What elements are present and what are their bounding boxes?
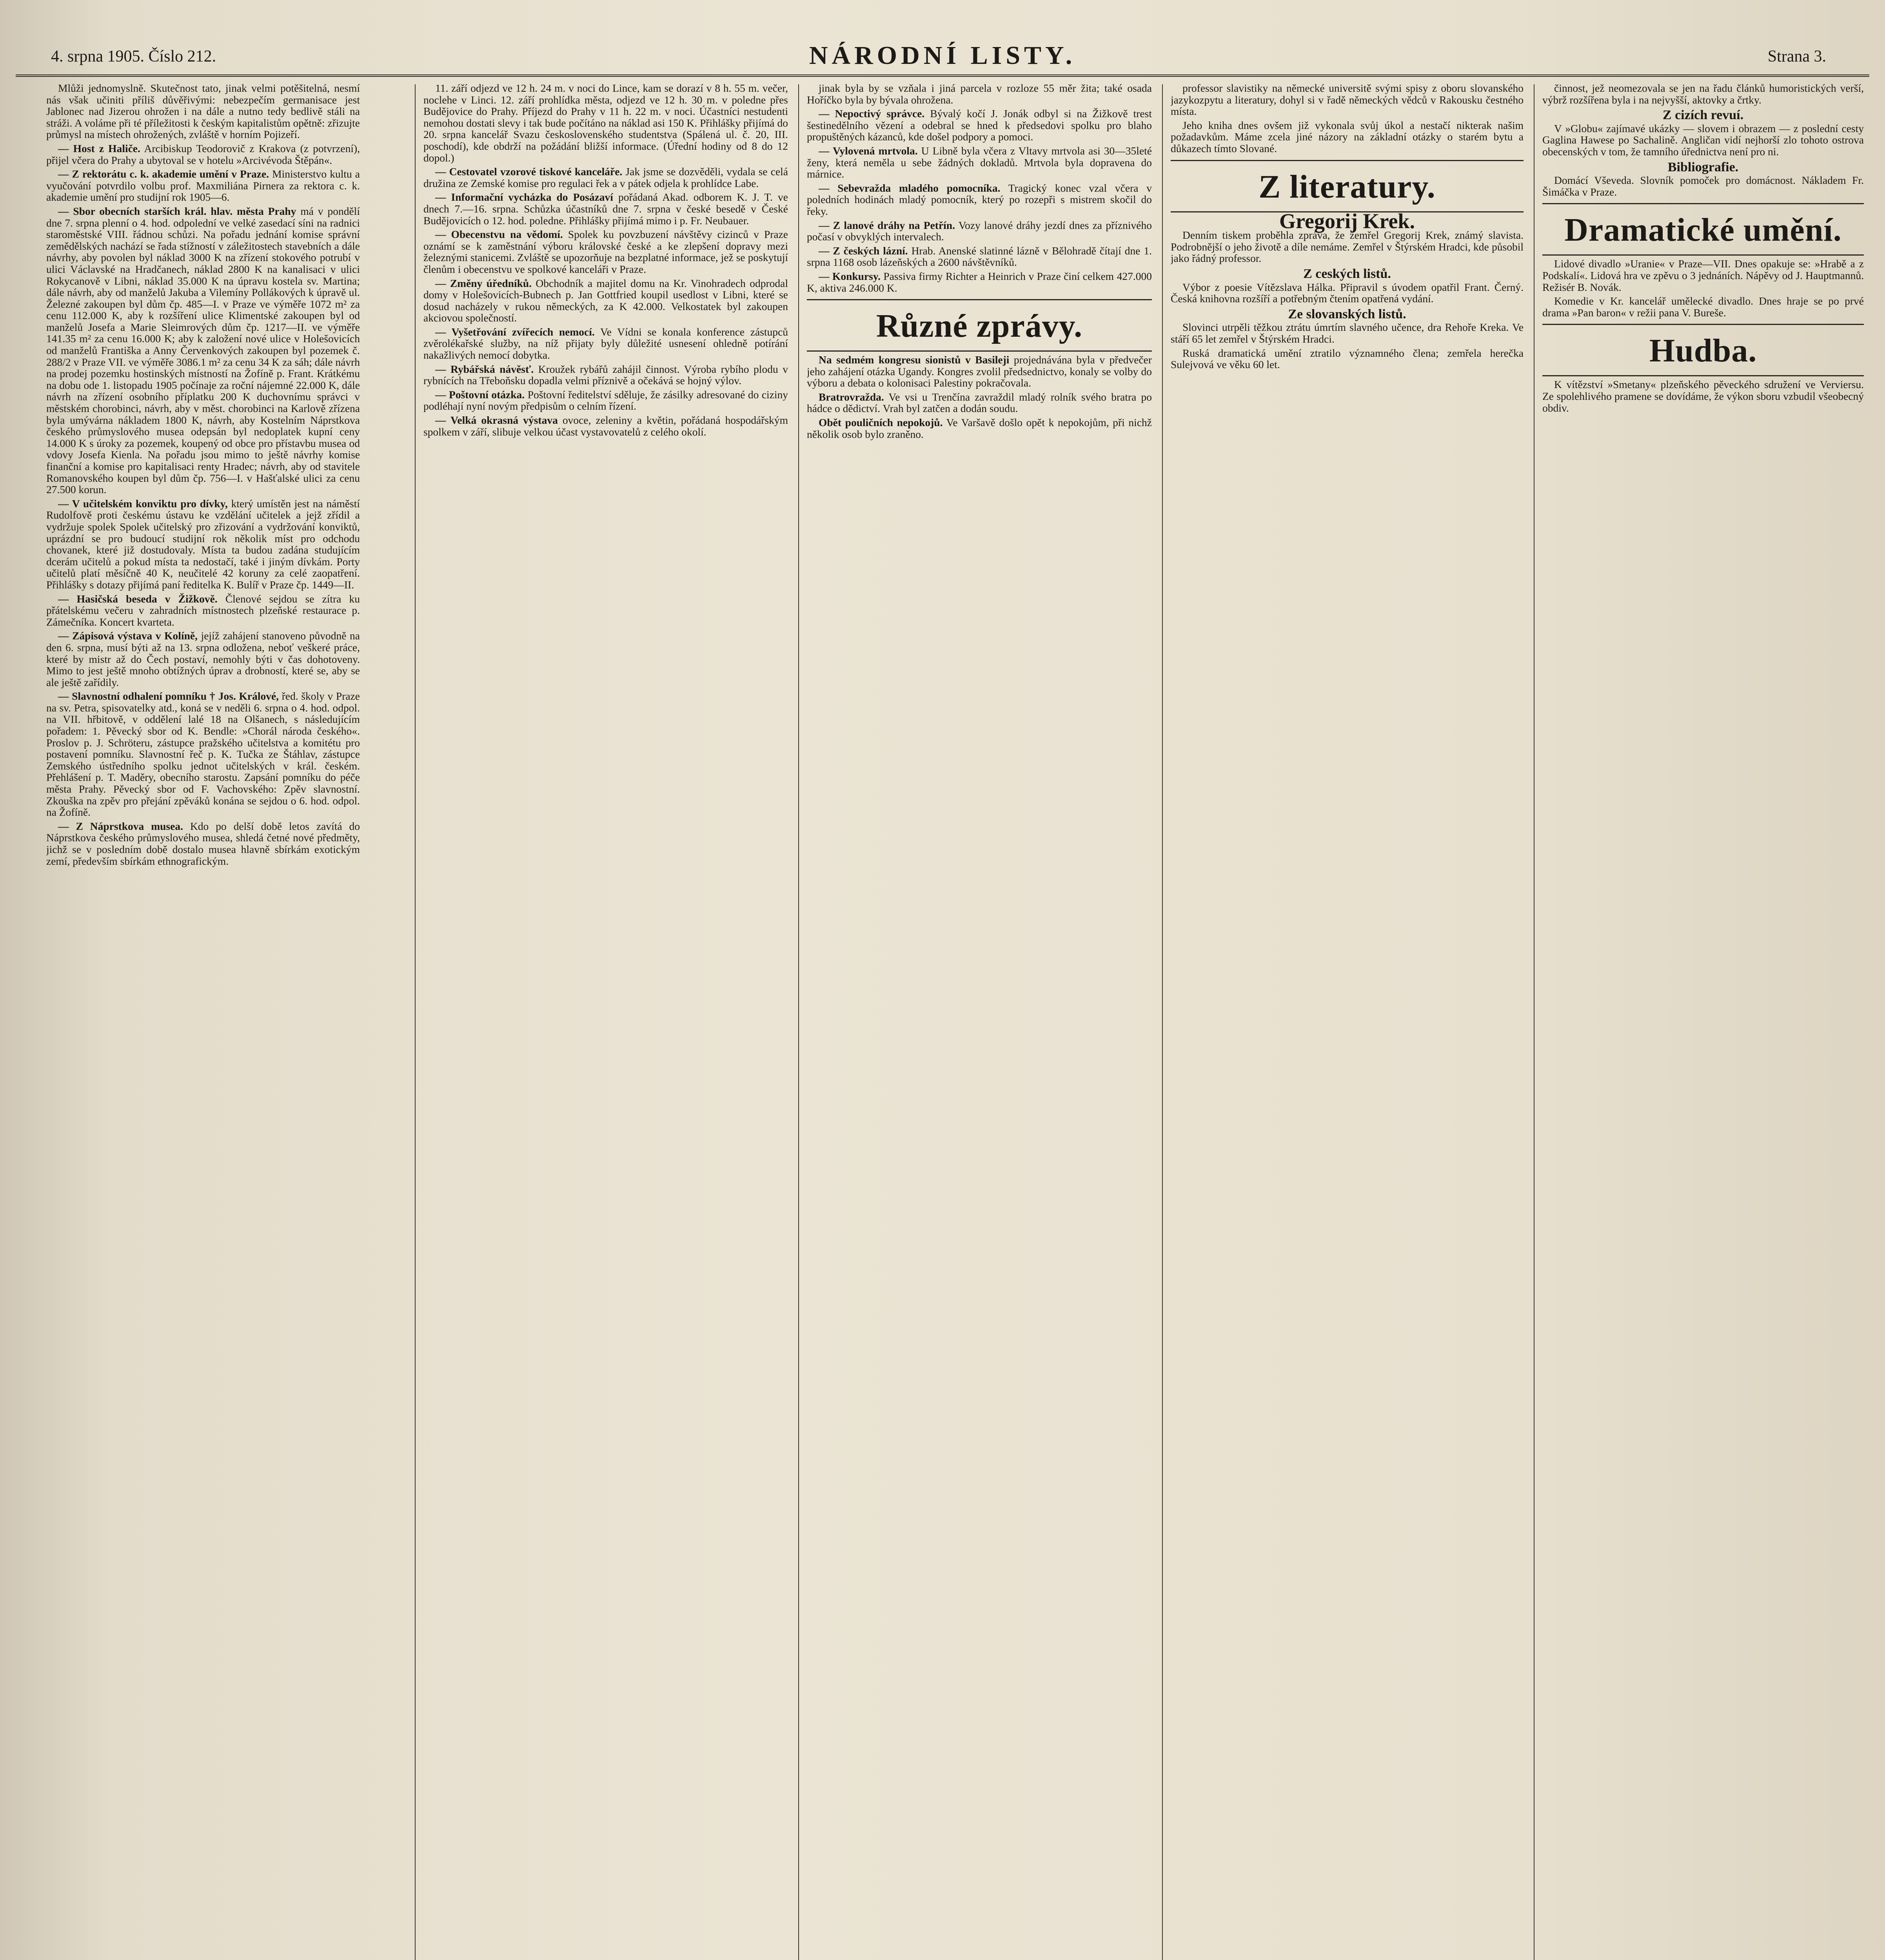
item-text: Spolek ku povzbuzení návštěvy cizinců v Praze oznámí se k zaměstnání výboru královské české a ke zlepšení dopravy mezi železnými stanicemi. Zvláště se upozorňuje na bezplatné informace, jež se poskytují členům i obecenstvu ve spolkové kanceláři v Praze. [423, 228, 788, 275]
news-item [423, 363, 788, 387]
item-text: jejíž zahájení stanoveno původně na den 6. srpna, musí býti až na 13. srpna odložena, neboť veškeré práce, které by mistr až do Čech postaví, nemohly býti v čas dohotoveny. Mimo to jest ještě mnoho obtížných úprav a drobností, které se, aby se ale ještě zařídily. [46, 630, 360, 688]
item-heading: — Poštovní otázka. [435, 388, 525, 401]
paragraph: Komedie v Kr. kancelář umělecké divadlo. Dnes hraje se po prvé drama »Pan baron« v režii pana V. Bureše. [1542, 295, 1864, 319]
item-text: řed. školy v Praze na sv. Petra, spisovatelky atd., koná se v neděli 6. srpna o 4. hod. odpol. na VII. hřbitově, v oddělení lalé 18 na Olšanech, s následujícím pořadem: 1. Pěvecký sbor od K. Bendle: »Chorál národa českého«. Proslov p. J. Schröteru, zástupce pražského učitelstva a komitétu pro postavení pomníku. Slavnostní řeč p. K. Tučka ze Štáhlav, zástupce Zemského ústředního spolku jednot učitelských v král. českém. Přehlášení p. T. Maděry, obecního starostu. Zapsání pomníku do péče města Prahy. Pěvecký sbor od F. Vachovského: Zpěv slavnostní. Zkouška na zpěv pro přejání zpěváků konána se sejdou o 6. hod. odpol. na Žofíně. [46, 690, 360, 818]
news-item [807, 220, 1152, 243]
item-heading: — Z rektorátu c. k. akademie umění v Praze. [58, 168, 269, 180]
item-text: Hrab. Anenské slatinné lázně v Bělohradě čítají dne 1. srpna 1168 osob lázeňských a 2600 návštěvníků. [807, 244, 1152, 269]
item-heading: — Změny úředníků. [435, 277, 532, 289]
subsection-heading: Z cizích revuí. [1662, 108, 1744, 123]
item-text: Ve vsi u Trenčína zavraždil mladý rolník svého bratra po hádce o dědictví. Vrah byl zatčen a dodán soudu. [807, 390, 1152, 415]
item-heading: — Nepoctivý správce. [819, 107, 925, 120]
column-5 [1542, 82, 1864, 1960]
item-text: který umístěn jest na náměstí Rudolfově proti českému ústavu ke vzdělání učitelek a jejž zřídil a vydržuje spolek Spolek učitelský pro zřizování a vydržování konviktů, uprázdní se pro budoucí studijní rok několik míst pro odchodu chovanek, které již dostudovaly. Místa ta budou zadána studujícím dcerám učitelů a pokud místa ta nedostačí, také i jiným dívkám. Porty učitelů platí měsíčně 40 K, neučitelé 42 koruny za celé zaopatření. Přihlášky s dotazy přijímá paní ředitelka K. Bulíř v Praze čp. 1449—II. [46, 497, 360, 591]
section-rule [1542, 254, 1864, 256]
column-2 [423, 82, 788, 1960]
paragraph: činnost, jež neomezovala se jen na řadu článků humoristických verší, výbrž rozšířena byla i na nejvyšší, aktovky a črtky. [1542, 82, 1864, 106]
item-text: Tragický konec vzal včera v poledních hodinách mladý pomocník, který po rozepři s mistrem skočil do řeky. [807, 181, 1152, 217]
news-item [423, 414, 788, 437]
section-rule [807, 350, 1152, 352]
item-heading: Obět pouličních nepokojů. [819, 416, 943, 429]
item-text: má v pondělí dne 7. srpna plenní o 4. hod. odpolední ve velké zasedací síni na radnici staroměstské VIII. řádnou schůzi. Na pořadu jednání komise správní zemědělských nachází se řada stížností v záležitostech stavebních a dále návrhy, aby povolen byl náklad 3000 K na zřízení stokového potrubí v ulici Václavské na Hradčanech, náklad 2800 K na kanalisaci v ulici Rokycanově v Libni, náklad 35.000 K na úpravu kostela sv. Martina; dále návrh, aby od manželů Jakuba a Vilemíny Pollákových k úpravě ul. Železné zakoupen byl dům čp. 485—I. v Praze ve výměře 1072 m² za cenu 112.000 K, aby k rozšíření ulice Klimentské zakoupen byl od manželů Josefa a Marie Sleimrových dům čp. 1217—II. ve výměře 141.35 m² za cenu 16.000 K; aby k založení nové ulice v Holešovicích od manželů Františka a Anny Červenkových zakoupen byl pozemek č. 288/2 v Praze VII. ve výměře 3086.1 m² za cenu 34 K za sáh; dále návrh na prodej pozemku hostinských místností na Žofíně p. Frant. Krátkému na dobu ode 1. listopadu 1905 počínaje za roční nájemné 22.000 K, dále návrh na zřízení osobního příplatku 200 K duchovnímu správci v městském chorobinci, návrh, aby v měst. chorobinci na Karlově zřízena byla umývárna nákladem 1800 K, návrh, aby Kostelním Náprstkova českého průmyslového musea odepsán byl nedoplatek kupní ceny 14.000 K s úroky za pozemek, koupený od obce pro přístavbu musea od vdovy Josefa Kienla. Na pořadu jsou mimo to ještě návrhy komise finanční a komise pro kapitalisaci renty Hradec; návrh, aby od stavitele Romanovského koupen byl dům čp. 756—I. v Hašťalské ulici za cenu 27.500 korun. [46, 205, 360, 496]
item-heading: — Obecenstvu na vědomí. [435, 228, 563, 241]
paragraph: Lidové divadlo »Uranie« v Praze—VII. Dnes opakuje se: »Hrabě a z Podskalí«. Lidová hra ve zpěvu o 3 jednáních. Nápěvy od J. Hauptmannů. Režisér B. Novák. [1542, 258, 1864, 293]
item-heading: — Velká okrasná výstava [435, 414, 558, 426]
item-text: Kroužek rybářů zahájil činnost. Výroba rybího plodu v rybnících na Třeboňsku dopadla velmi příznivě a očekává se hojný výlov. [423, 363, 788, 387]
item-text: pořádaná Akad. odborem K. J. T. ve dnech 7.—16. srpna. Schůzka účastníků dne 7. srpna v české besedě v České Budějovicích o 12. hod. poledne. Přihlášky přijímá mimo i p. Fr. Neubauer. [423, 191, 788, 227]
paragraph: Slovinci utrpěli těžkou ztrátu úmrtím slavného učence, dra Rehoře Kreka. Ve stáří 65 let zemřel v Štýrském Hradci. [1171, 321, 1524, 345]
article-title: Gregorij Krek. [1279, 209, 1415, 233]
section-rule [807, 299, 1152, 300]
paragraph: Výbor z poesie Vítězslava Hálka. Připravil s úvodem opatřil Frant. Černý. Česká knihovna rozšíří a potřebným čtením opatřená vydání. [1171, 281, 1524, 305]
subsection-heading: Bibliografie. [1667, 160, 1739, 174]
news-item [807, 245, 1152, 268]
item-heading: — Z lanové dráhy na Petřín. [819, 219, 955, 231]
section-rule [1542, 324, 1864, 325]
item-text: Arcibiskup Teodorovič z Krakova (z potvrzení), přijel včera do Prahy a ubytoval se v hotelu »Arcivévoda Štěpán«. [46, 142, 360, 166]
item-heading: — Z českých lázní. [819, 244, 908, 257]
column-divider [798, 84, 799, 1960]
news-item [46, 690, 360, 818]
paragraph: professor slavistiky na německé universitě svými spisy z oboru slovanského jazykozpytu a literatury, dohyl si v řadě německých vědců v Rakousku čestného místa. [1171, 82, 1524, 118]
news-item [46, 593, 360, 628]
news-item [46, 143, 360, 166]
item-text: Kdo po delší době letos zavítá do Náprstkova českého průmyslového musea, shledá četné nové předměty, jichž se v posledním době dostalo musea hlavně sbírkám exotickým zemí, především sbírkám ethnografickým. [46, 820, 360, 867]
news-item [46, 205, 360, 495]
item-heading: Bratrovražda. [819, 390, 884, 403]
news-item [807, 354, 1152, 389]
item-text: Členové sejdou se zítra ku přátelskému večeru v zahradních místnostech plzeňské restaurace p. Zámečníka. Koncert kvarteta. [46, 592, 360, 628]
item-text: Ve Varšavě došlo opět k nepokojům, při nichž několik osob bylo zraněno. [807, 416, 1152, 440]
column-3 [807, 82, 1152, 1960]
item-text: U Libně byla včera z Vltavy mrtvola asi 30—35leté ženy, která neměla u sebe žádných dokladů. Mrtvola byla dopravena do márnice. [807, 144, 1152, 180]
item-heading: — Slavnostní odhalení pomníku † Jos. Králové, [58, 690, 279, 702]
item-heading: — Cestovatel vzorové tiskové kanceláře. [435, 165, 623, 178]
item-heading: — Sbor obecních starších král. hlav. města Prahy [58, 205, 296, 217]
item-text: Ve Vídni se konala konference zástupců zvěrolékařské služby, na níž přijaty byly důležité usnesení ohledně potírání nakažlivých nemocí dobytka. [423, 325, 788, 361]
item-text: Passiva firmy Richter a Heinrich v Praze činí celkem 427.000 K, aktiva 246.000 K. [807, 270, 1152, 294]
paragraph: Jeho kniha dnes ovšem již vykonala svůj úkol a nestačí nikterak našim požadavkům. Máme zcela jiné názory na základní otázky o starém bytu a důkazech tímto Slované. [1171, 119, 1524, 154]
column-1 [46, 82, 360, 1960]
item-text: Obchodník a majitel domu na Kr. Vinohradech odprodal domy v Holešovicích-Bubnech p. Jan Gottfried koupil usedlost v Libni, které se dosud nacházely v rukou německých, za K 42.000. Velkostatek byl zakoupen akciovou společností. [423, 277, 788, 324]
paragraph: 11. září odjezd ve 12 h. 24 m. v noci do Lince, kam se dorazí v 8 h. 55 m. večer, noclehe v Linci. 12. září prohlídka města, odjezd ve 12 h. 30 m. v poledne přes Budějovice do Prahy. Příjezd do Prahy v 11 h. 22 m. v noci. Účastníci nestudenti nemohou dostati slevy i tak bude počítáno na náklad asi 150 K. Přihlášky přijímá do 20. srpna kancelář Svazu československého studentstva (Spálená ul. č. 20, III. poschodí), kde obdrží na požádání bližší informace. (Úřední hodiny od 8 do 12 dopol.) [423, 82, 788, 164]
news-item [807, 145, 1152, 180]
subsection-heading: Z ceských listů. [1303, 266, 1391, 281]
news-item [807, 182, 1152, 217]
item-text: Jak jsme se dozvěděli, vydala se celá družina ze Zemské komise pro regulaci řek a v pátek odjela k prohlídce Labe. [423, 165, 788, 189]
column-divider [1162, 84, 1163, 1960]
item-heading: — Informační vycházka do Posázaví [435, 191, 613, 203]
news-item [423, 278, 788, 324]
item-text: ovoce, zeleniny a květin, pořádaná hospodářským spolkem v září, slibuje velkou účast vystavovatelů z celého okolí. [423, 414, 788, 438]
item-heading: — Host z Haliče. [58, 142, 140, 154]
column-4 [1171, 82, 1524, 1960]
section-heading-hudba: Hudba. [1649, 332, 1757, 369]
section-rule [1171, 160, 1524, 161]
issue-date: 4. srpna 1905. Číslo 212. [51, 47, 216, 65]
item-heading: — Hasičská beseda v Žižkově. [58, 592, 218, 605]
newspaper-title: NÁRODNÍ LISTY. [809, 41, 1076, 70]
section-rule [1542, 203, 1864, 204]
section-heading-dramaticke-umeni: Dramatické umění. [1564, 212, 1842, 249]
column-divider [1534, 84, 1535, 1960]
news-item [46, 630, 360, 688]
news-item [423, 389, 788, 412]
column-divider [415, 84, 416, 1960]
item-heading: — Zápisová výstava v Kolíně, [58, 630, 198, 642]
item-heading: — Rybářská návěsť. [435, 363, 534, 375]
item-text: Vozy lanové dráhy jezdí dnes za příznivého počasí v obvyklých intervalech. [807, 219, 1152, 243]
paragraph: Ruská dramatická umění ztratilo významného člena; zemřela herečka Sulejvová ve věku 60 let. [1171, 347, 1524, 371]
paragraph: Domácí Vševeda. Slovník pomoček pro domácnost. Nákladem Fr. Šimáčka v Praze. [1542, 174, 1864, 198]
item-heading: Na sedmém kongresu sionistů v Basileji [819, 354, 1010, 366]
news-item [46, 168, 360, 203]
item-text: projednávána byla v předvečer jeho zahájení otázka Ugandy. Kongres zvolil předsednictvo, konaly se volby do výboru a debata o kolonisaci Palestiny pokračovala. [807, 354, 1152, 389]
item-heading: — Z Náprstkova musea. [58, 820, 183, 832]
news-item [423, 166, 788, 189]
page-header [16, 39, 1869, 77]
news-item [807, 417, 1152, 440]
paragraph: V »Globu« zajímavé ukázky — slovem i obrazem — z poslední cesty Gaglina Hawese po Sachalině. Angličan vidí nejhorší zlo tohoto ostrova obecenských v tom, že tamního úřednictva není pro ni. [1542, 122, 1864, 158]
section-rule [1542, 375, 1864, 376]
item-heading: — Konkursy. [819, 270, 881, 282]
subsection-heading: Ze slovanských listů. [1288, 307, 1406, 321]
paragraph: Mlůži jednomyslně. Skutečnost tato, jinak velmi potěšitelná, nesmí nás však učiniti příliš důvěřivými: nebezpečím germanisace jest Jablonec nad Jizerou ohrožen i na dále a nutno tedy bedlivě stáli na stráži. A voláme při té příležitosti k českým kapitalistům opětně: zřizujte průmysl na místech ohrožených, zvláště v horním Pojizeří. [46, 82, 360, 141]
paragraph: Denním tiskem proběhla zpráva, že zemřel Gregorij Krek, známý slavista. Podrobnější o jeho životě a díle nemáme. Zemřel v Štýrském Hradci, kde působil jako řádný professor. [1171, 229, 1524, 265]
item-text: Bývalý kočí J. Jonák odbyl si na Žižkově trest šestinedělního vězení a odebral se hned k předsedovi spolku pro blaho propuštěných kázanců, kde došel podpory a pomoci. [807, 107, 1152, 143]
news-item [807, 391, 1152, 414]
paragraph: jinak byla by se vzňala i jiná parcela v rozloze 55 měr žita; také osada Hoříčko byla by bývala ohrožena. [807, 82, 1152, 106]
paragraph: K vítězství »Smetany« plzeňského pěveckého sdružení ve Verviersu. Ze spolehlivého pramene se dovídáme, že výkon sboru vzbudil všeobecný obdiv. [1542, 378, 1864, 414]
item-heading: — Vyšetřování zvířecích nemocí. [435, 325, 595, 338]
news-item [807, 108, 1152, 143]
news-item [423, 326, 788, 361]
item-heading: — Sebevražda mladého pomocníka. [819, 181, 1001, 194]
news-item [46, 820, 360, 867]
item-text: Ministerstvo kultu a vyučování potvrdilo volbu prof. Maxmiliána Pirnera za rektora c. k. akademie umění pro studijní rok 1905—6. [46, 168, 360, 203]
news-item [46, 498, 360, 591]
item-heading: — V učitelském konviktu pro dívky, [58, 497, 228, 510]
news-item [807, 270, 1152, 294]
item-text: Poštovní ředitelství sděluje, že zásilky adresované do ciziny podléhají nyní novým předpisům o celním řízení. [423, 388, 788, 412]
page-number: Strana 3. [1767, 47, 1826, 65]
item-heading: — Vylovená mrtvola. [819, 144, 918, 157]
news-item [423, 229, 788, 275]
section-heading-ruzne-zpravy: Různé zprávy. [876, 308, 1083, 345]
news-item [423, 191, 788, 226]
section-heading-z-literatury: Z literatury. [1258, 168, 1436, 205]
